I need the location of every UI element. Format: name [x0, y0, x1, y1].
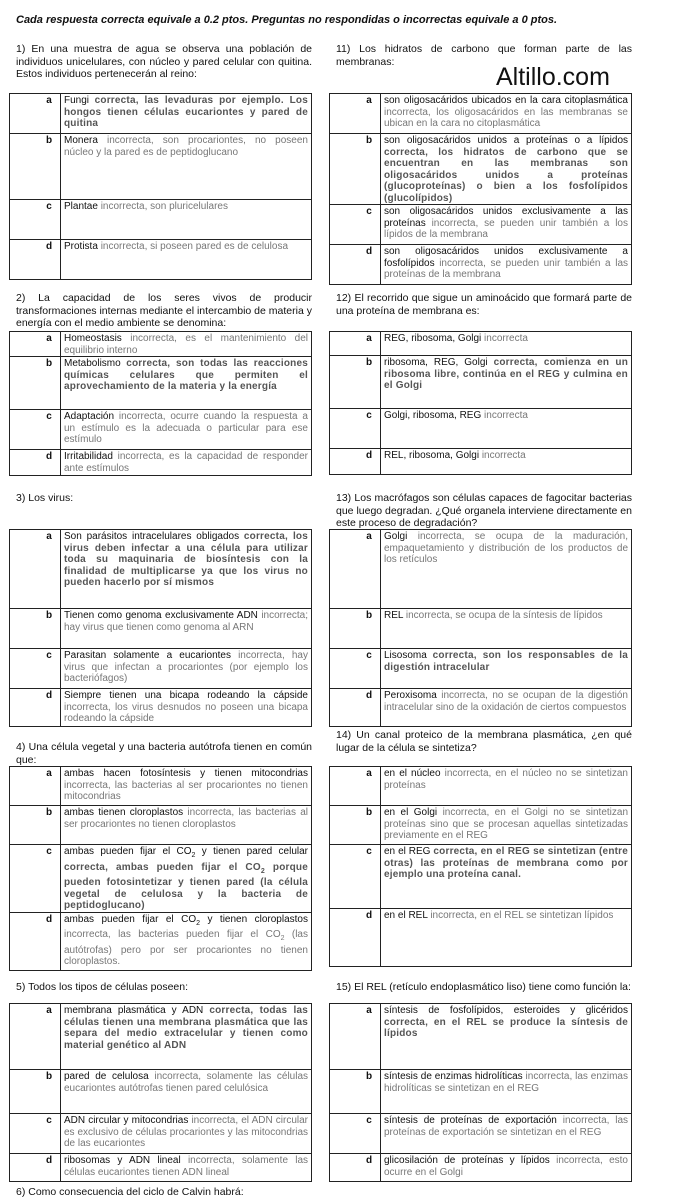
answer-option-row: [330, 530, 632, 609]
question-block: [16, 741, 312, 766]
option-lead: ribosoma, REG, Golgi: [384, 357, 488, 368]
option-text: [61, 912, 312, 970]
answer-option-row: [330, 332, 632, 356]
option-lead: pared de celulosa: [64, 1071, 149, 1082]
option-blank-cell: [330, 94, 359, 134]
option-letter: c: [358, 409, 381, 449]
answer-option-row: [10, 357, 312, 410]
incorrect-explanation: incorrecta, solamente las células eucariontes tienen ADN lineal: [64, 1155, 309, 1178]
answer-option-row: [330, 806, 632, 845]
question-text: 12) El recorrido que sigue un aminoácido que formará parte de una proteína de membrana es:: [336, 292, 632, 317]
answer-option-row: [10, 1070, 312, 1114]
option-letter: c: [38, 845, 61, 913]
option-letter: d: [358, 245, 381, 285]
option-blank-cell: [330, 649, 359, 689]
option-blank-cell: [10, 530, 39, 609]
answer-option-row: [330, 1070, 632, 1114]
option-text: [61, 1154, 312, 1182]
option-lead: son oligosacáridos unidos a proteínas o a lípidos: [384, 135, 628, 146]
correct-explanation: correcta, son los responsables de la digestión intracelular: [384, 650, 629, 673]
incorrect-explanation: incorrecta, se ocupa de la síntesis de lípidos: [405, 610, 603, 621]
option-lead: ambas pueden fijar el $CO_2$ y tienen pared celular: [64, 846, 308, 859]
option-text: [381, 245, 632, 285]
answer-option-row: [330, 649, 632, 689]
option-letter: a: [38, 530, 61, 609]
option-letter: b: [38, 134, 61, 200]
option-blank-cell: [330, 1070, 359, 1114]
correct-explanation: correcta, los virus deben infectar a una célula para utilizar toda su maquinaria de biosíntesis con la finalidad de multiplicarse ya que los virus no pueden hacerlo por sí mismos: [64, 531, 308, 588]
answer-option-row: [10, 200, 312, 240]
option-blank-cell: [330, 909, 359, 967]
answer-option-row: [10, 332, 312, 357]
option-text: [61, 649, 312, 689]
option-text: [61, 806, 312, 845]
option-blank-cell: [10, 332, 39, 357]
option-text: [61, 332, 312, 357]
option-blank-cell: [10, 806, 39, 845]
option-blank-cell: [10, 689, 39, 727]
answer-option-row: [330, 94, 632, 134]
option-letter: d: [358, 449, 381, 475]
option-lead: síntesis de enzimas hidrolíticas: [384, 1071, 523, 1082]
answer-option-row: [330, 205, 632, 245]
incorrect-explanation: incorrecta, el ADN circular es exclusivo de células procariontes y las mitocondrias de las eucariontes: [64, 1115, 309, 1149]
incorrect-explanation: incorrecta, en el núcleo no se sintetizan proteínas: [384, 768, 628, 791]
option-lead: Fungi: [64, 95, 90, 106]
correct-explanation: correcta, ambas pueden fijar el $CO_2$ porque pueden fotosintetizar y tienen pared (la célula vegetal de celulosa y la bacteria de peptidoglucano): [64, 861, 308, 911]
question-block: [16, 292, 312, 330]
answer-option-row: [10, 767, 312, 806]
answer-option-row: [330, 1004, 632, 1070]
option-blank-cell: [330, 245, 359, 285]
option-lead: Adaptación: [64, 411, 115, 422]
option-blank-cell: [10, 649, 39, 689]
option-text: [61, 1114, 312, 1154]
incorrect-explanation: incorrecta, esto ocurre en el Golgi: [384, 1155, 628, 1178]
option-letter: a: [358, 94, 381, 134]
option-text: [61, 1004, 312, 1070]
answer-option-row: [10, 609, 312, 649]
incorrect-explanation: incorrecta, solamente las células eucariontes autótrofas tienen pared celulósica: [64, 1071, 309, 1094]
option-blank-cell: [10, 1004, 39, 1070]
option-lead: membrana plasmática y ADN: [64, 1005, 204, 1016]
answer-option-row: [330, 609, 632, 649]
option-text: [61, 609, 312, 649]
option-blank-cell: [330, 205, 359, 245]
option-text: [61, 410, 312, 450]
options-table: [329, 766, 632, 967]
incorrect-explanation: incorrecta, las bacterias al ser procariontes no tienen cloroplastos: [64, 807, 308, 830]
option-text: [61, 357, 312, 410]
answer-option-row: [10, 1114, 312, 1154]
answer-option-row: [330, 409, 632, 449]
incorrect-explanation: incorrecta: [484, 410, 528, 421]
option-letter: d: [358, 1154, 381, 1182]
option-letter: b: [38, 609, 61, 649]
option-text: [381, 609, 632, 649]
incorrect-explanation: incorrecta, en el Golgi no se sintetizan proteínas sino que se procesan aquellas sintetizadas previamente en el REG: [384, 807, 629, 841]
options-table: [9, 331, 312, 476]
option-blank-cell: [10, 845, 39, 913]
option-letter: c: [38, 200, 61, 240]
option-blank-cell: [330, 332, 359, 356]
option-lead: Plantae: [64, 201, 98, 212]
answer-option-row: [10, 410, 312, 450]
answer-option-row: [330, 689, 632, 727]
option-text: [381, 530, 632, 609]
option-lead: síntesis de proteínas de exportación: [384, 1115, 557, 1126]
options-table: [329, 93, 632, 285]
answer-option-row: [10, 649, 312, 689]
question-text: 4) Una célula vegetal y una bacteria autótrofa tienen en común que:: [16, 741, 312, 766]
incorrect-explanation: incorrecta: [481, 450, 526, 461]
option-letter: c: [358, 845, 381, 909]
option-lead: ribosomas y ADN lineal: [64, 1155, 181, 1166]
options-table: [9, 529, 312, 727]
question-block: [16, 981, 312, 994]
incorrect-explanation: incorrecta: [484, 333, 528, 344]
option-letter: a: [38, 1004, 61, 1070]
option-lead: son oligosacáridos unidos exclusivamente a las proteínas: [384, 206, 628, 229]
answer-option-row: [10, 94, 312, 134]
options-table: [329, 529, 632, 727]
answer-option-row: [10, 1004, 312, 1070]
option-text: [61, 200, 312, 240]
option-lead: Peroxisoma: [384, 690, 437, 701]
option-lead: Parasitan solamente a eucariontes: [64, 650, 231, 661]
answer-option-row: [330, 767, 632, 806]
incorrect-explanation: incorrecta, son procariontes, no poseen núcleo y la pared es de peptidoglucano: [64, 135, 308, 158]
option-letter: b: [358, 356, 381, 409]
answer-option-row: [10, 1154, 312, 1182]
incorrect-explanation: incorrecta, los virus desnudos no poseen una bicapa rodeando la cápside: [64, 701, 308, 724]
option-text: [61, 767, 312, 806]
option-blank-cell: [10, 200, 39, 240]
question-block: [336, 43, 632, 68]
option-lead: Protista: [64, 241, 98, 252]
option-blank-cell: [10, 609, 39, 649]
answer-option-row: [330, 1114, 632, 1154]
incorrect-explanation: incorrecta, son pluricelulares: [100, 201, 228, 212]
option-blank-cell: [330, 767, 359, 806]
correct-explanation: correcta, los hidratos de carbono que se encuentran en las membranas son oligosacáridos unidos a proteínas (glucoproteínas) o bien a los fosfolípidos (glucolípidos): [384, 146, 628, 204]
option-text: [381, 1070, 632, 1114]
question-block: [16, 43, 312, 81]
question-block: [16, 492, 312, 505]
option-blank-cell: [10, 240, 39, 280]
option-letter: b: [38, 1070, 61, 1114]
option-blank-cell: [330, 356, 359, 409]
option-lead: Golgi: [384, 531, 408, 542]
correct-explanation: correcta, las levaduras por ejemplo. Los hongos tienen células eucariontes y pared de quitina: [64, 95, 309, 129]
incorrect-explanation: incorrecta, las bacterias pueden fijar el $CO_2$ (las autótrofas) pero por ser procariontes no tienen cloroplastos.: [64, 929, 308, 967]
option-lead: en el REL: [384, 910, 428, 921]
option-text: [381, 356, 632, 409]
question-text: 5) Todos los tipos de células poseen:: [16, 981, 188, 993]
incorrect-explanation: incorrecta, ocurre cuando la respuesta a un estímulo es la adecuada o particular para ese estímulo: [64, 411, 308, 445]
answer-option-row: [330, 449, 632, 475]
incorrect-explanation: incorrecta; hay virus que tienen como genoma al ARN: [64, 610, 308, 633]
option-blank-cell: [10, 357, 39, 410]
option-text: [381, 845, 632, 909]
question-text: 2) La capacidad de los seres vivos de producir transformaciones internas mediante el intercambio de materia y energía con el medio ambiente se denomina:: [16, 292, 312, 329]
options-table: [329, 1003, 632, 1182]
incorrect-explanation: incorrecta, las bacterias al ser procariontes no tienen mitocondrias: [64, 779, 308, 802]
option-lead: Golgi, ribosoma, REG: [384, 410, 482, 421]
answer-option-row: [10, 689, 312, 727]
option-text: [381, 332, 632, 356]
incorrect-explanation: incorrecta, en el REL se sintetizan lípidos: [430, 910, 614, 921]
incorrect-explanation: incorrecta, se pueden unir también a los lípidos de la membrana: [384, 217, 628, 240]
incorrect-explanation: incorrecta, es la capacidad de responder ante estímulos: [64, 451, 308, 474]
option-blank-cell: [330, 806, 359, 845]
option-letter: d: [358, 909, 381, 967]
option-blank-cell: [10, 767, 39, 806]
options-table: [9, 93, 312, 280]
option-text: [381, 767, 632, 806]
question-text: 11) Los hidratos de carbono que forman parte de las membranas:: [336, 43, 632, 68]
option-lead: Siempre tienen una bicapa rodeando la cápside: [64, 690, 308, 701]
incorrect-explanation: incorrecta, las enzimas hidrolíticas se sintetizan en el REG: [384, 1071, 628, 1094]
option-letter: d: [358, 689, 381, 727]
option-text: [61, 94, 312, 134]
correct-explanation: correcta, son todas las reacciones químicas celulares que permiten el aprovechamiento de la materia y la energía: [64, 358, 308, 392]
option-lead: Metabolismo: [64, 358, 121, 369]
correct-explanation: correcta, en el REG se sintetizan (entre otras) las proteínas de membrana como por ejemplo una proteína canal.: [384, 846, 629, 880]
option-letter: c: [358, 649, 381, 689]
option-text: [381, 649, 632, 689]
question-text: 15) El REL (retículo endoplasmático liso) tiene como función la:: [336, 981, 631, 993]
question-text: 3) Los virus:: [16, 492, 74, 504]
option-lead: Tienen como genoma exclusivamente ADN: [64, 610, 258, 621]
incorrect-explanation: incorrecta, se ocupa de la maduración, empaquetamiento y distribución de los productos de los retículos: [384, 531, 628, 565]
option-blank-cell: [330, 1004, 359, 1070]
answer-option-row: [330, 845, 632, 909]
option-text: [381, 689, 632, 727]
answer-option-row: [10, 530, 312, 609]
option-text: [381, 1114, 632, 1154]
question-block: [336, 292, 632, 317]
option-letter: c: [358, 1114, 381, 1154]
answer-option-row: [10, 806, 312, 845]
option-lead: Irritabilidad: [64, 451, 113, 462]
option-blank-cell: [330, 1154, 359, 1182]
option-text: [381, 1154, 632, 1182]
option-lead: REL: [384, 610, 404, 621]
option-letter: b: [38, 357, 61, 410]
option-text: [381, 449, 632, 475]
option-letter: d: [38, 450, 61, 476]
option-blank-cell: [10, 410, 39, 450]
answer-option-row: [330, 134, 632, 205]
answer-option-row: [10, 134, 312, 200]
option-letter: a: [358, 530, 381, 609]
question-text: 14) Un canal proteico de la membrana plasmática, ¿en qué lugar de la célula se sintetiza?: [336, 729, 632, 754]
correct-explanation: correcta, todas las células tienen una membrana plasmática que las separa del medio extracelular y tienen como material genético al ADN: [64, 1005, 308, 1051]
correct-explanation: correcta, en el REL se produce la síntesis de lípidos: [384, 1016, 628, 1039]
option-lead: REG, ribosoma, Golgi: [384, 333, 482, 344]
option-text: [381, 806, 632, 845]
answer-option-row: [330, 1154, 632, 1182]
option-blank-cell: [10, 912, 39, 970]
answer-option-row: [10, 240, 312, 280]
option-blank-cell: [330, 689, 359, 727]
question-text: 1) En una muestra de agua se observa una población de individuos unicelulares, con núcleo y pared celular con quitina. Estos individuos pertenecerán al reino:: [16, 43, 312, 80]
option-blank-cell: [330, 530, 359, 609]
question-block: [336, 492, 632, 530]
incorrect-explanation: incorrecta, si poseen pared es de celulosa: [100, 241, 289, 252]
option-letter: b: [358, 609, 381, 649]
option-letter: b: [358, 134, 381, 205]
next-question-prompt: 6) Como consecuencia del ciclo de Calvin habrá:: [16, 1186, 244, 1198]
option-text: [61, 1070, 312, 1114]
option-blank-cell: [10, 1154, 39, 1182]
incorrect-explanation: incorrecta, hay virus que infectan a procariontes (por ejemplo los bacteriófagos): [64, 650, 308, 684]
option-lead: Son parásitos intracelulares obligados: [64, 531, 240, 542]
option-blank-cell: [10, 94, 39, 134]
option-text: [381, 409, 632, 449]
option-blank-cell: [330, 609, 359, 649]
option-text: [381, 205, 632, 245]
option-lead: ambas hacen fotosíntesis y tienen mitocondrias: [64, 768, 308, 779]
option-lead: ambas tienen cloroplastos: [64, 807, 184, 818]
option-letter: d: [38, 240, 61, 280]
option-blank-cell: [330, 1114, 359, 1154]
answer-option-row: [330, 245, 632, 285]
option-lead: en el Golgi: [384, 807, 438, 818]
watermark-logo: Altillo.com: [496, 63, 610, 91]
question-text: 13) Los macrófagos son células capaces de fagocitar bacterias que luego degradan. ¿Qué organela interviene directamente en este proceso de degradación?: [336, 492, 632, 529]
option-letter: c: [38, 1114, 61, 1154]
option-text: [61, 530, 312, 609]
option-blank-cell: [10, 1070, 39, 1114]
question-block: [336, 981, 632, 994]
option-lead: REL, ribosoma, Golgi: [384, 450, 480, 461]
question-block: [336, 729, 632, 754]
option-letter: b: [358, 806, 381, 845]
answer-option-row: [330, 909, 632, 967]
option-letter: c: [38, 410, 61, 450]
option-letter: c: [358, 205, 381, 245]
option-letter: a: [358, 1004, 381, 1070]
option-text: [61, 240, 312, 280]
option-lead: Lisosoma: [384, 650, 427, 661]
option-text: [61, 689, 312, 727]
option-lead: glicosilación de proteínas y lípidos: [384, 1155, 550, 1166]
incorrect-explanation: incorrecta, las proteínas de exportación se sintetizan en el REG: [384, 1115, 629, 1138]
option-lead: en el REG: [384, 846, 431, 857]
option-blank-cell: [10, 450, 39, 476]
option-lead: ADN circular y mitocondrias: [64, 1115, 189, 1126]
option-blank-cell: [330, 134, 359, 205]
option-lead: Homeostasis: [64, 333, 122, 344]
answer-option-row: [10, 450, 312, 476]
option-text: [381, 909, 632, 967]
option-letter: d: [38, 1154, 61, 1182]
option-letter: b: [358, 1070, 381, 1114]
option-blank-cell: [330, 845, 359, 909]
option-text: [61, 450, 312, 476]
options-table: [329, 331, 632, 475]
option-lead: en el núcleo: [384, 768, 441, 779]
incorrect-explanation: incorrecta, los oligosacáridos en las membranas se ubican en la cara no citoplasmática: [384, 106, 628, 129]
option-letter: a: [38, 767, 61, 806]
option-blank-cell: [10, 1114, 39, 1154]
incorrect-explanation: incorrecta, se pueden unir también a las proteínas de la membrana: [384, 257, 628, 280]
incorrect-explanation: incorrecta, es el mantenimiento del equilibrio interno: [64, 333, 309, 356]
option-lead: son oligosacáridos ubicados en la cara citoplasmática: [384, 95, 628, 106]
correct-explanation: correcta, comienza en un ribosoma libre, continúa en el REG y culmina en el Golgi: [384, 357, 629, 391]
option-text: [61, 134, 312, 200]
options-table: [9, 1003, 312, 1182]
incorrect-explanation: incorrecta, no se ocupan de la digestión intracelular sino de la oxidación de ciertos compuestos: [384, 690, 628, 713]
option-blank-cell: [330, 449, 359, 475]
option-letter: b: [38, 806, 61, 845]
answer-option-row: [10, 845, 312, 913]
option-lead: ambas pueden fijar el $CO_2$ y tienen cloroplastos: [64, 913, 308, 927]
option-text: [61, 845, 312, 913]
option-letter: a: [358, 767, 381, 806]
answer-option-row: [10, 912, 312, 970]
answer-option-row: [330, 356, 632, 409]
option-text: [381, 94, 632, 134]
option-text: [381, 134, 632, 205]
options-table: [9, 766, 312, 971]
option-letter: a: [38, 94, 61, 134]
page-header: Cada respuesta correcta equivale a 0.2 ptos. Preguntas no respondidas o incorrectas equivale a 0 ptos.: [16, 14, 558, 26]
option-letter: d: [38, 689, 61, 727]
option-lead: síntesis de fosfolípidos, esteroides y glicéridos: [384, 1005, 628, 1016]
option-lead: Monera: [64, 135, 98, 146]
option-letter: a: [38, 332, 61, 357]
option-blank-cell: [10, 134, 39, 200]
option-letter: a: [358, 332, 381, 356]
option-letter: d: [38, 912, 61, 970]
option-letter: c: [38, 649, 61, 689]
option-text: [381, 1004, 632, 1070]
option-lead: son oligosacáridos unidos exclusivamente a fosfolípidos: [384, 246, 628, 269]
option-blank-cell: [330, 409, 359, 449]
